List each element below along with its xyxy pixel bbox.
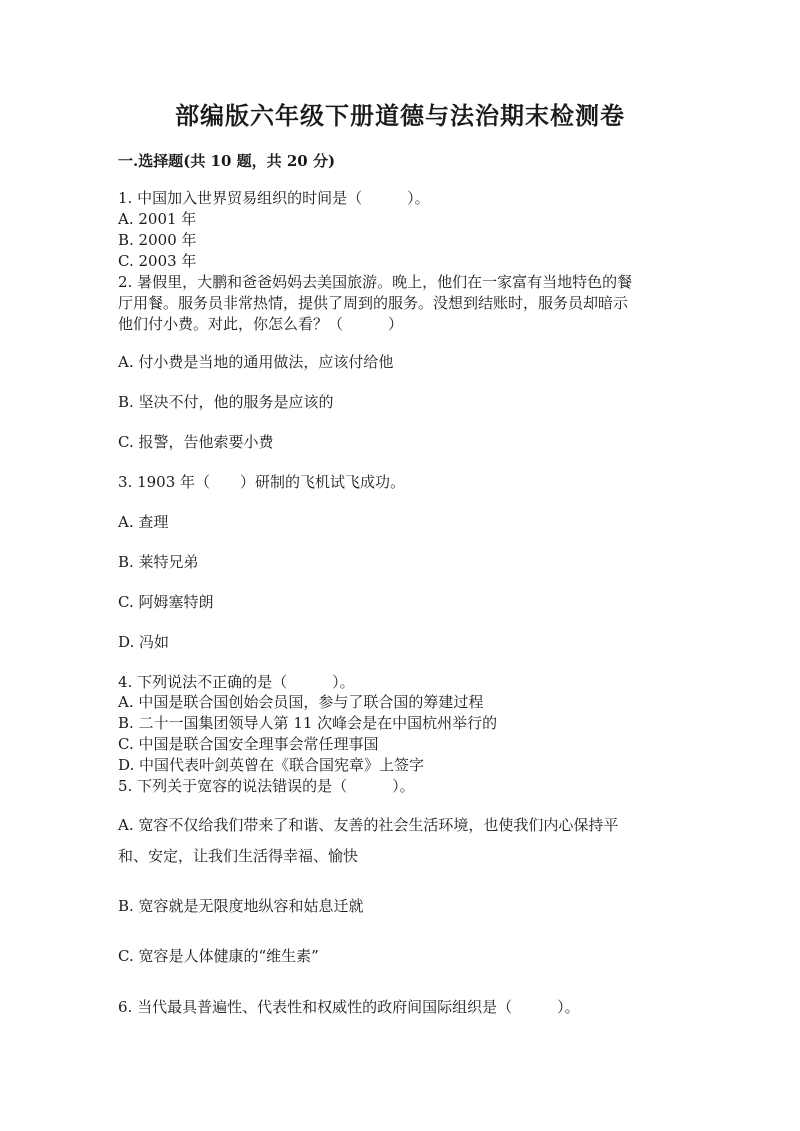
question-5-stem: 5. 下列关于宽容的说法错误的是（ ）。 (118, 777, 415, 795)
question-1-option-a: A. 2001 年 (118, 210, 197, 228)
question-3-option-c: C. 阿姆塞特朗 (118, 593, 214, 611)
question-6-stem: 6. 当代最具普遍性、代表性和权威性的政府间国际组织是（ ）。 (118, 998, 580, 1016)
question-2-option-a: A. 付小费是当地的通用做法，应该付给他 (118, 353, 394, 371)
question-5-option-b: B. 宽容就是无限度地纵容和姑息迁就 (118, 897, 364, 915)
question-4-stem: 4. 下列说法不正确的是（ ）。 (118, 673, 355, 691)
question-4-option-a: A. 中国是联合国创始会员国，参与了联合国的筹建过程 (118, 693, 484, 711)
question-5-option-a-cont: 和、安定，让我们生活得幸福、愉快 (118, 847, 359, 865)
question-2-option-b: B. 坚决不付，他的服务是应该的 (118, 393, 334, 411)
question-2-stem-line-1: 2. 暑假里，大鹏和爸爸妈妈去美国旅游。晚上，他们在一家富有当地特色的餐 (118, 273, 633, 291)
question-2-option-c: C. 报警，告他索要小费 (118, 433, 274, 451)
question-4-option-b: B. 二十一国集团领导人第 11 次峰会是在中国杭州举行的 (118, 714, 498, 732)
section-heading: 一.选择题(共 10 题，共 20 分) (118, 152, 336, 170)
question-3-stem: 3. 1903 年（ ）研制的飞机试飞成功。 (118, 473, 406, 491)
question-1-stem: 1. 中国加入世界贸易组织的时间是（ ）。 (118, 189, 430, 207)
question-2-stem-line-2: 厅用餐。服务员非常热情，提供了周到的服务。没想到结账时，服务员却暗示 (118, 294, 629, 312)
question-5-option-c: C. 宽容是人体健康的“维生素” (118, 947, 319, 965)
question-4-option-d: D. 中国代表叶剑英曾在《联合国宪章》上签字 (118, 756, 425, 774)
page-title: 部编版六年级下册道德与法治期末检测卷 (175, 101, 625, 130)
question-1-option-c: C. 2003 年 (118, 252, 197, 270)
question-5-option-a: A. 宽容不仅给我们带来了和谐、友善的社会生活环境，也使我们内心保持平 (118, 816, 619, 834)
question-3-option-a: A. 查理 (118, 513, 169, 531)
question-4-option-c: C. 中国是联合国安全理事会常任理事国 (118, 735, 379, 753)
question-2-stem-line-3: 他们付小费。对此，你怎么看？（ ） (118, 315, 404, 333)
question-1-option-b: B. 2000 年 (118, 231, 197, 249)
question-3-option-b: B. 莱特兄弟 (118, 553, 199, 571)
question-3-option-d: D. 冯如 (118, 633, 170, 651)
